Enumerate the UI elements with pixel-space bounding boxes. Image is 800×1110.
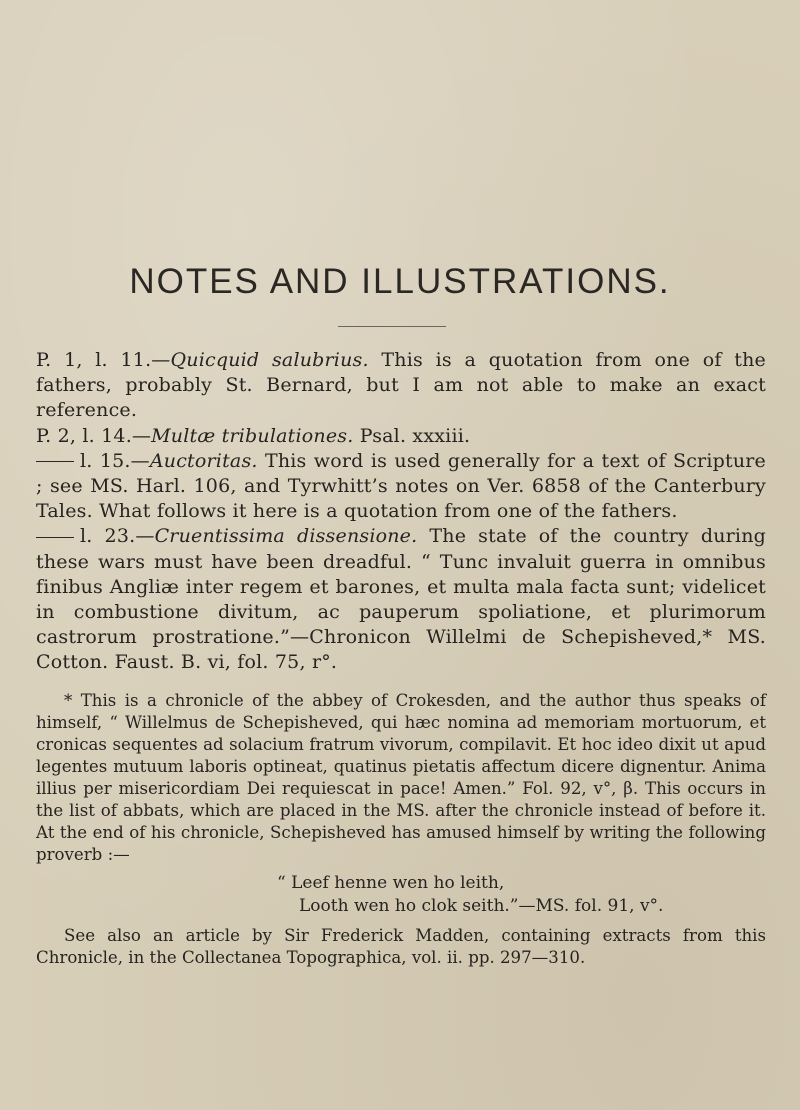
verse-line: “ Leef henne wen ho leith,: [277, 873, 505, 893]
ditto-dash: [36, 461, 74, 462]
footnote: [36, 690, 766, 969]
verse-line: Looth wen ho clok seith.”—MS. fol. 91, v°.: [299, 896, 664, 916]
see-also-note: See also an article by Sir Frederick Madden, containing extracts from this Chronicle, in the Collectanea Topographica, vol. ii. pp. 297—310.: [36, 926, 766, 967]
note-entry: [36, 524, 766, 675]
footnote-text: * This is a chronicle of the abbey of Crokesden, and the author thus speaks of himself, “ Willelmus de Schepisheved, qui hæc nomina ad memoriam mortuorum, et cronicas sequentes ad solacium fratrum vivorum, compilavit. Et hoc ideo dixit ut apud legentes mutuum laboris optineat, quatinus pietatis affectum dicere dignentur. Anima illius per misericordiam Dei requiescat in pace! Amen.” Fol. 92, v°, β. This occurs in the list of abbats, which are placed in the MS. after the chronicle instead of before it. At the end of his chronicle, Schepisheved has amused himself by writing the following proverb :—: [36, 691, 766, 864]
note-reference: P. 2, l. 14.—: [36, 424, 152, 447]
note-entry: [36, 348, 766, 424]
note-text: Psal. xxxiii.: [353, 424, 471, 447]
note-text: The state of the country during these wars must have been dreadful. “ Tunc invaluit guerra in omnibus finibus Angliæ inter regem et barones, et multa mala facta sunt; videlicet in combustione divitum, ac pauperum spoliatione, et plurimorum castrorum prostratione.”—Chronicon Willelmi de Schepisheved,* MS. Cotton. Faust. B. vi, fol. 75, r°.: [36, 525, 766, 674]
notes-section: [36, 348, 766, 676]
note-reference: P. 1, l. 11.—: [36, 349, 171, 371]
note-entry: [36, 424, 766, 449]
note-text: This word is used generally for a text of Scripture ; see MS. Harl. 106, and Tyrwhitt’s notes on Ver. 6858 of the Canterbury Tales. What follows it here is a quotation from one of the fathers.: [36, 449, 766, 523]
note-entry: [36, 449, 766, 525]
title-divider: [338, 326, 446, 327]
note-reference: l. 23.—: [80, 525, 155, 548]
ditto-dash: [36, 537, 74, 538]
note-text: This is a quotation from one of the fathers, probably St. Bernard, but I am not able to make an exact reference.: [36, 349, 766, 422]
note-lemma: Quicquid salubrius.: [170, 349, 369, 371]
note-lemma: Multæ tribulationes.: [151, 424, 354, 447]
note-reference: l. 15.—: [80, 449, 150, 472]
page-title: NOTES AND ILLUSTRATIONS.: [129, 262, 671, 301]
note-lemma: Cruentissima dissensione.: [154, 525, 418, 548]
note-lemma: Auctoritas.: [149, 449, 258, 472]
proverb-verse: [36, 872, 766, 918]
